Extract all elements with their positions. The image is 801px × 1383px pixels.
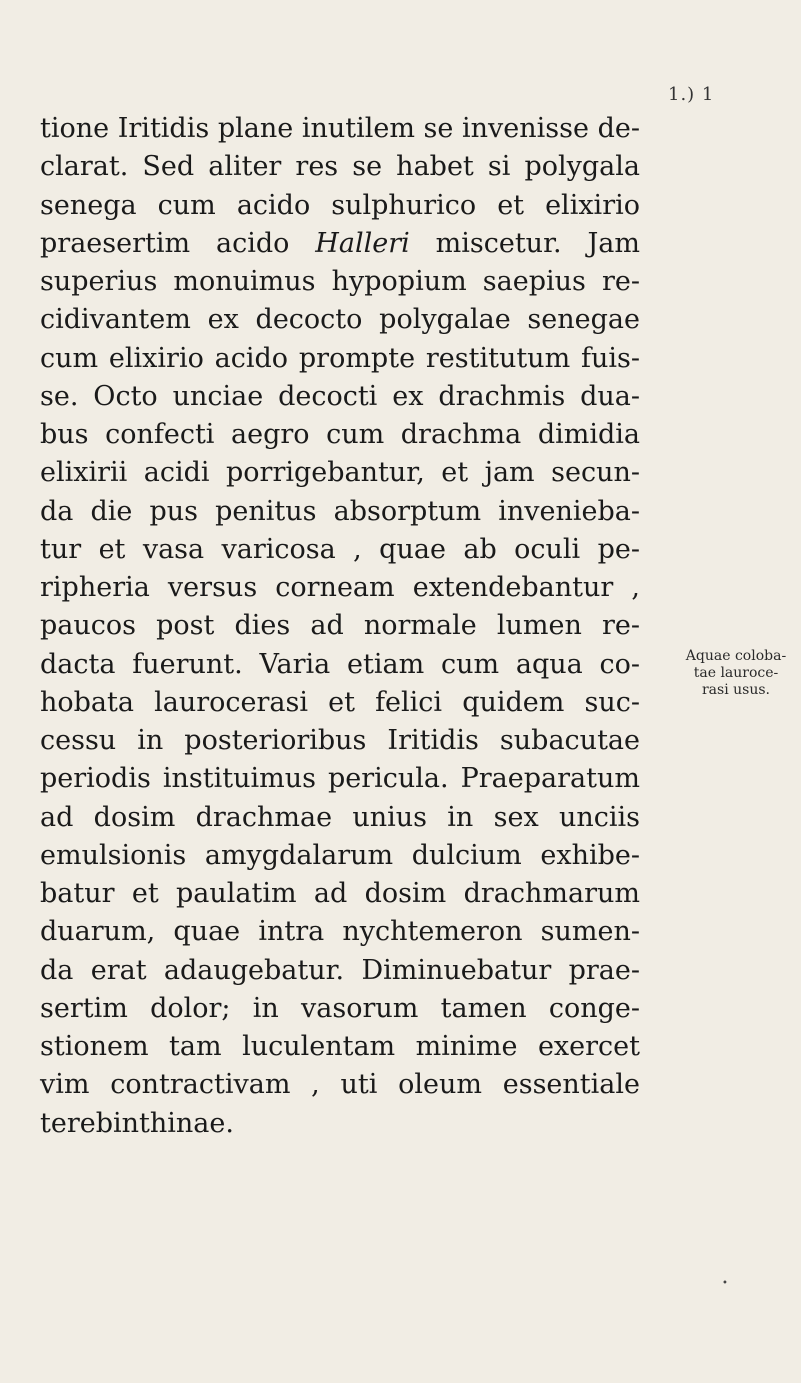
text-line-17: cessu in posterioribus Iritidis subacutae: [40, 725, 640, 756]
text-line-3: senega cum acido sulphurico et elixirio: [40, 189, 640, 221]
text-line-1: tione Iritidis plane inutilem se invenisse de-: [40, 113, 640, 144]
stray-mark: •: [722, 1278, 728, 1289]
text-line-5: superius monuimus hypopium saepius re-: [40, 266, 640, 297]
text-line-12: tur et vasa varicosa , quae ab oculi pe-: [40, 533, 640, 565]
marginal-note: [676, 648, 796, 699]
text-line-2: clarat. Sed aliter res se habet si polygala: [40, 151, 640, 183]
text-line-7: cum elixirio acido prompte restitutum fuis-: [40, 342, 640, 374]
text-line-11: da die pus penitus absorptum invenieba-: [40, 495, 640, 527]
text-line-26: vim contractivam , uti oleum essentiale: [40, 1069, 640, 1101]
body-text: [40, 110, 640, 1143]
text-line-15: dacta fuerunt. Varia etiam cum aqua co-: [40, 648, 640, 680]
marginal-note-line-1: Aquae coloba-: [685, 648, 787, 664]
text-line-13: ripheria versus corneam extendebantur ,: [40, 572, 640, 603]
text-line-8: se. Octo unciae decocti ex drachmis dua-: [40, 380, 640, 412]
text-line-21: batur et paulatim ad dosim drachmarum: [40, 878, 640, 909]
text-line-9: bus confecti aegro cum drachma dimidia: [40, 419, 640, 450]
text-line-16: hobata laurocerasi et felici quidem suc-: [40, 686, 640, 718]
text-line-27: terebinthinae.: [40, 1107, 234, 1139]
text-line-19: ad dosim drachmae unius in sex unciis: [40, 801, 640, 833]
text-line-14: paucos post dies ad normale lumen re-: [40, 610, 640, 642]
marginal-note-line-3: rasi usus.: [701, 682, 770, 698]
italic-halleri: Halleri: [315, 227, 410, 259]
text-line-4-tail: miscetur. Jam: [435, 227, 641, 259]
text-line-18: periodis instituimus pericula. Praeparatum: [40, 763, 640, 795]
text-line-24: sertim dolor; in vasorum tamen conge-: [40, 992, 640, 1024]
text-line-4-head: praesertim acido: [40, 227, 290, 259]
text-line-25: stionem tam luculentam minime exercet: [40, 1031, 640, 1062]
text-line-23: da erat adaugebatur. Diminuebatur prae-: [40, 954, 640, 986]
marginal-note-line-2: tae lauroce-: [693, 665, 779, 681]
text-line-10: elixirii acidi porrigebantur, et jam secun-: [40, 457, 640, 489]
text-line-6: cidivantem ex decocto polygalae senegae: [40, 304, 640, 336]
text-line-20: emulsionis amygdalarum dulcium exhibe-: [40, 839, 640, 871]
page-number: 1.) 1: [668, 84, 715, 105]
text-line-22: duarum, quae intra nychtemeron sumen-: [40, 916, 640, 948]
text-line-4: [40, 225, 640, 263]
